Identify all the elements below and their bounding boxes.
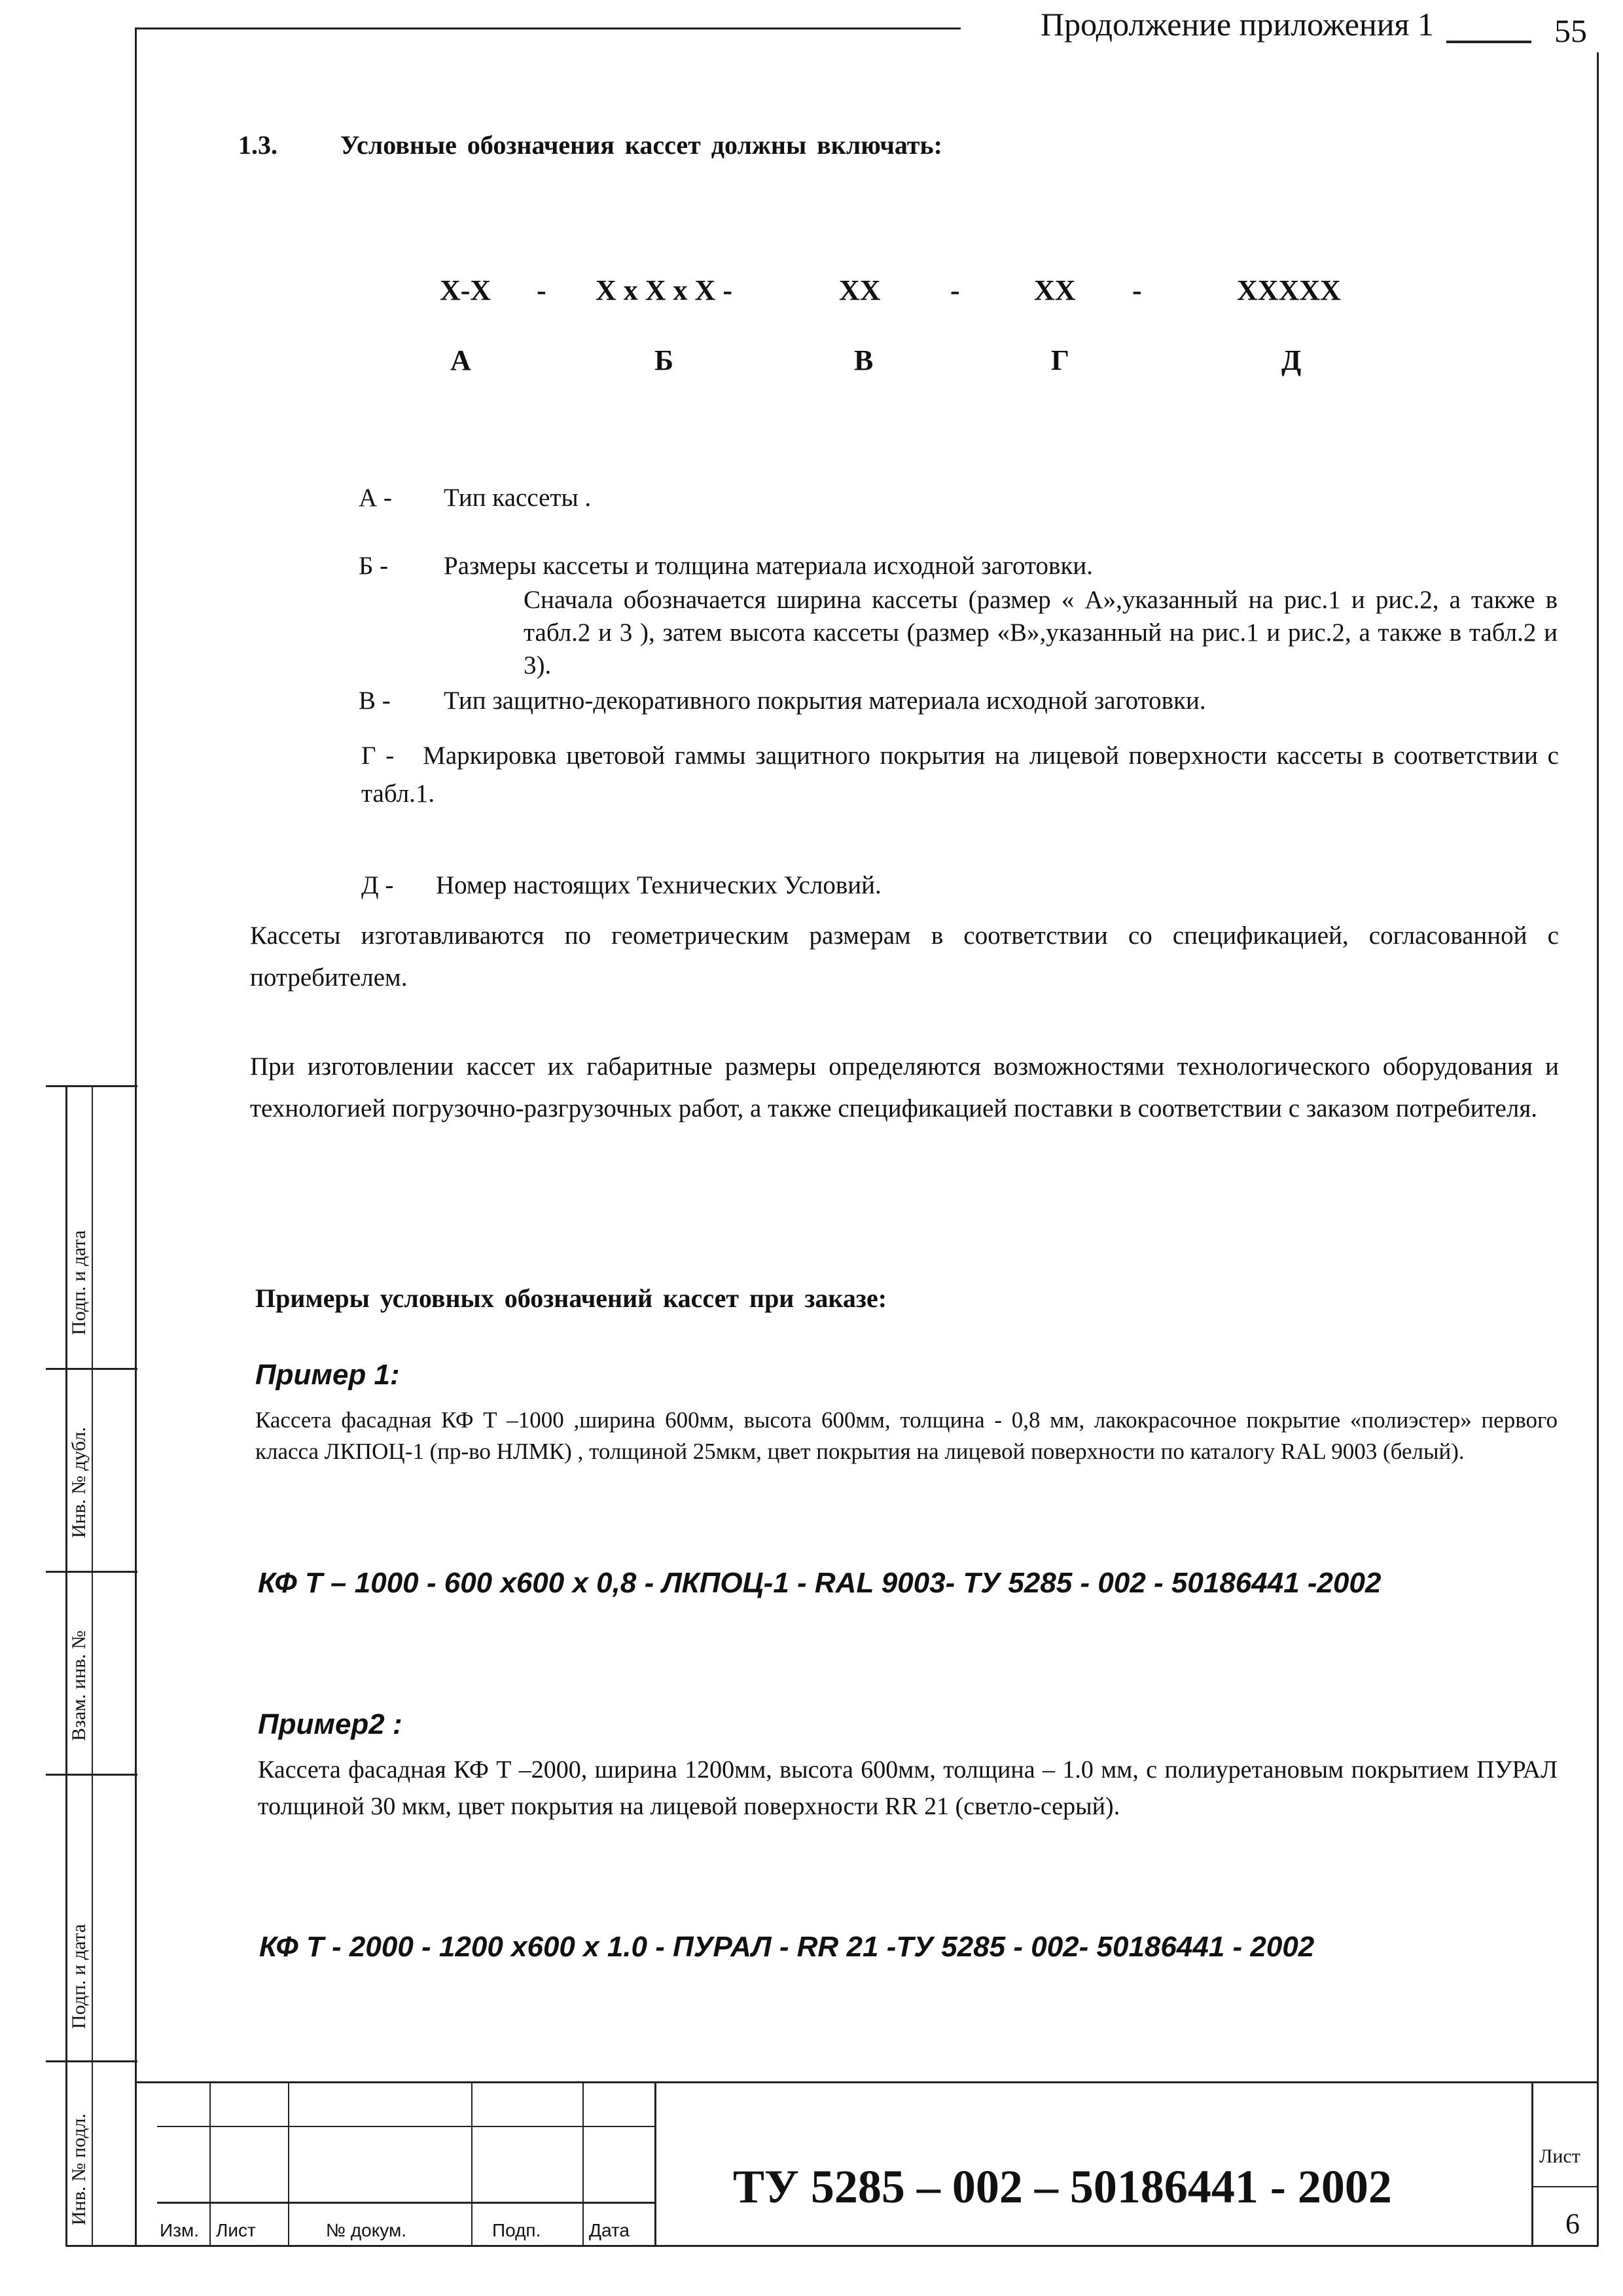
code-separator: - (1132, 274, 1142, 306)
code-part-spec: ХХХХХ (1237, 274, 1341, 306)
stamp-divider (46, 1085, 137, 1087)
col-label-date: Дата (589, 2220, 630, 2240)
paragraph-geometry: Кассеты изготавливаются по геометрическим размерам в соответствии со спецификацией, согласованной с потребителем. (250, 922, 1559, 992)
title-block-col-line (582, 2081, 584, 2246)
frame-bottom-line (65, 2245, 1598, 2247)
example-2-description: Кассета фасадная КФ Т –2000, ширина 1200мм, высота 600мм, толщина – 1.0 мм, с полиуретановым покрытием ПУРАЛ толщиной 30 мкм, цвет покрытия на лицевой поверхности RR 21 (светло-серый). (258, 1756, 1558, 1820)
legend-text-d: Номер настоящих Технических Условий. (436, 871, 882, 899)
stamp-outer-line (65, 1085, 67, 2246)
title-block-col-line (288, 2081, 289, 2246)
stamp-label-dup-inv: Инв. № дубл. (68, 1427, 90, 1538)
legend-text-g: Маркировка цветовой гаммы защитного покрытия на лицевой поверхности кассеты в соответствии с табл.1. (361, 742, 1559, 808)
legend-text-v: Тип защитно-декоративного покрытия материала исходной заготовки. (444, 687, 1206, 715)
stamp-divider (46, 1774, 137, 1776)
title-block-col-line (471, 2081, 473, 2246)
code-part-type: Х-Х (440, 274, 491, 306)
header-underline (1446, 41, 1531, 43)
title-block-col-line (1531, 2081, 1533, 2246)
sheet-label: Лист (1539, 2145, 1580, 2167)
legend-key-b: Б - (359, 552, 389, 580)
legend-key-d: Д - (361, 871, 394, 899)
legend-text-a: Тип кассеты . (444, 484, 592, 512)
col-label-sheet: Лист (216, 2220, 256, 2240)
document-code: ТУ 5285 – 002 – 50186441 - 2002 (733, 2161, 1392, 2213)
col-label-signature: Подп. (492, 2220, 541, 2240)
page-number: 55 (1554, 12, 1587, 49)
stamp-label-orig-inv: Инв. № подл. (68, 2113, 90, 2225)
col-label-doc-no: № докум. (326, 2220, 407, 2240)
stamp-inner-line (92, 1085, 93, 2246)
frame-top-line (136, 27, 961, 29)
legend-key-g: Г - (361, 742, 395, 770)
code-part-color: ХХ (1034, 274, 1076, 306)
stamp-label-replace-inv: Взам. инв. № (68, 1630, 90, 1741)
example-1-description: Кассета фасадная КФ Т –1000 ,ширина 600мм, высота 600мм, толщина - 0,8 мм, лакокрасочное покрытие «полиэстер» первого класса ЛКПОЦ-1 (пр-во НЛМК) , толщиной 25мкм, цвет покрытия на лицевой поверхности по каталогу RAL 9003 (белый). (255, 1407, 1558, 1464)
section-title: Условные обозначения кассет должны включать: (340, 130, 942, 160)
sheet-number: 6 (1565, 2208, 1580, 2240)
examples-heading: Примеры условных обозначений кассет при заказе: (255, 1283, 887, 1313)
code-separator: - (950, 274, 960, 306)
title-block-col-line (654, 2081, 656, 2246)
title-block-sheet-divider (1531, 2186, 1597, 2187)
stamp-divider (46, 1368, 137, 1370)
example-2-code: КФ Т - 2000 - 1200 х600 х 1.0 - ПУРАЛ - RR 21 -ТУ 5285 - 002- 50186441 - 2002 (259, 1931, 1315, 1963)
example-1-title: Пример 1: (255, 1359, 400, 1391)
stamp-label-sign-date: Подп. и дата (68, 1230, 90, 1335)
col-label-change: Изм. (160, 2220, 199, 2240)
legend-key-v: В - (359, 687, 391, 715)
title-block-row-line (157, 2126, 654, 2127)
legend-key-a: А - (359, 484, 392, 512)
title-block-top-line (136, 2081, 1598, 2083)
code-letter-v: В (854, 344, 874, 376)
frame-right-line (1597, 52, 1599, 2246)
code-part-coating: ХХ (839, 274, 881, 306)
code-letter-a: А (450, 344, 471, 376)
example-2-title: Пример2 : (258, 1708, 402, 1740)
code-letter-d: Д (1281, 344, 1302, 376)
legend-item-g (361, 737, 1559, 813)
legend-text-b-detail: Сначала обозначается ширина кассеты (размер « А»,указанный на рис.1 и рис.2, а также в табл.2 и 3 ), затем высота кассеты (размер «В»,указанный на рис.1 и рис.2, а также в табл.2 и 3). (524, 586, 1558, 679)
stamp-label-sign-date-2: Подп. и дата (68, 1924, 90, 2029)
stamp-divider (46, 2060, 137, 2062)
code-part-size: Х х Х х Х - (596, 274, 732, 306)
example-1-code: КФ Т – 1000 - 600 х600 х 0,8 - ЛКПОЦ-1 - RAL 9003- ТУ 5285 - 002 - 50186441 -2002 (258, 1567, 1382, 1599)
code-letter-b: Б (654, 344, 674, 376)
stamp-divider (46, 1571, 137, 1573)
code-separator: - (537, 274, 546, 306)
title-block-row-line (157, 2202, 654, 2204)
continuation-header: Продолжение приложения 1 (1041, 6, 1435, 43)
paragraph-dimensions: При изготовлении кассет их габаритные размеры определяются возможностями технологического оборудования и технологией погрузочно-разгрузочных работ, а также спецификацией поставки в соответствии с заказом потребителя. (250, 1052, 1559, 1122)
legend-text-b: Размеры кассеты и толщина материала исходной заготовки. (444, 552, 1094, 580)
code-letter-g: Г (1051, 344, 1069, 376)
section-number: 1.3. (238, 130, 277, 160)
title-block-col-line (209, 2081, 211, 2246)
frame-left-line (135, 27, 137, 2246)
